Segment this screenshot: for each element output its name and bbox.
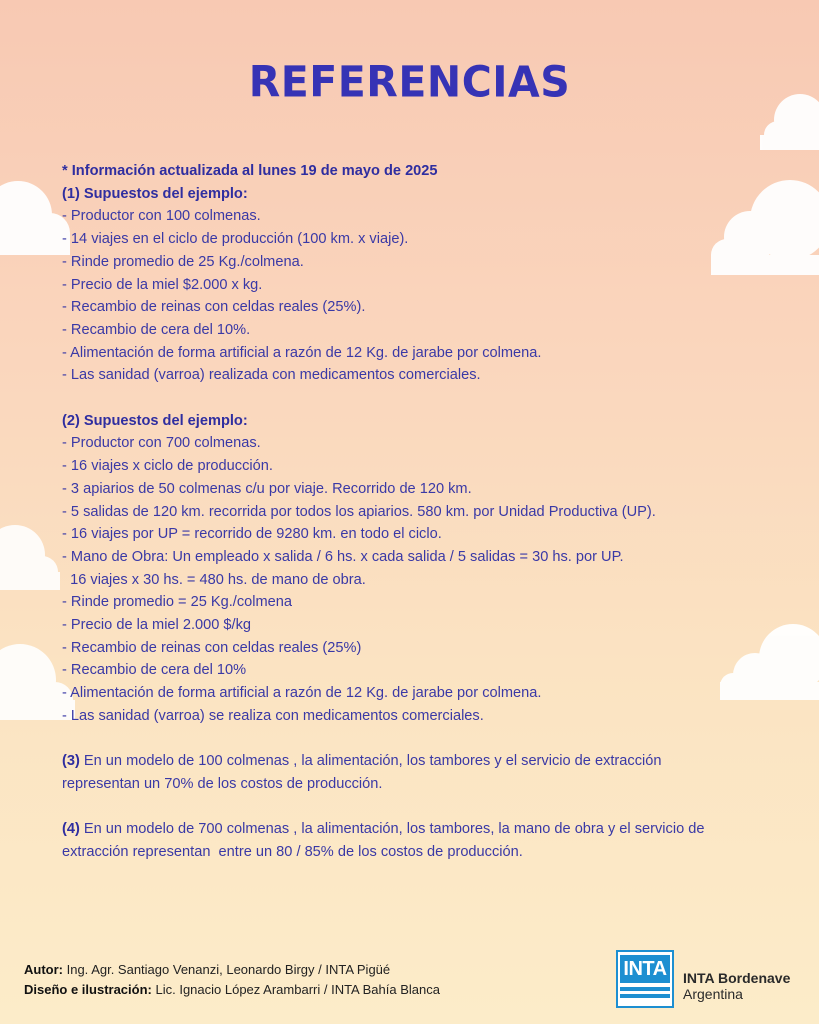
list-item: - Recambio de cera del 10%. <box>62 321 251 338</box>
design-value: Lic. Ignacio López Arambarri / INTA Bahía Blanca <box>151 982 440 997</box>
list-item: - Precio de la miel $2.000 x kg. <box>62 276 263 293</box>
list-item: - Productor con 700 colmenas. <box>62 435 261 452</box>
inta-logo <box>616 950 674 1008</box>
note-3-text-2: representan un 70% de los costos de producción. <box>62 775 383 792</box>
list-item: - Productor con 100 colmenas. <box>62 208 261 225</box>
credits <box>24 960 440 1000</box>
list-item: - Mano de Obra: Un empleado x salida / 6 hs. x cada salida / 5 salidas = 30 hs. por UP. <box>62 548 624 565</box>
list-item: - Recambio de cera del 10% <box>62 662 247 679</box>
list-item: - Alimentación de forma artificial a razón de 12 Kg. de jarabe por colmena. <box>62 685 542 702</box>
list-item: - Alimentación de forma artificial a razón de 12 Kg. de jarabe por colmena. <box>62 344 542 361</box>
note-3-text-1: En un modelo de 100 colmenas , la alimentación, los tambores y el servicio de extracción <box>79 753 662 770</box>
author-credit <box>24 960 440 980</box>
list-item: 16 viajes x 30 hs. = 480 hs. de mano de obra. <box>62 571 366 588</box>
logo-text: INTA <box>620 955 670 983</box>
design-credit <box>24 980 440 1000</box>
cloud-left-upper <box>0 175 70 255</box>
list-item: - 14 viajes en el ciclo de producción (100 km. x viaje). <box>62 231 409 248</box>
note-4-marker: (4) <box>62 821 80 838</box>
note-4-text-1: En un modelo de 700 colmenas , la alimentación, los tambores, la mano de obra y el servicio de <box>79 821 705 838</box>
list-item: - 5 salidas de 120 km. recorrida por todos los apiarios. 580 km. por Unidad Productiva (UP). <box>62 503 656 520</box>
author-value: Ing. Agr. Santiago Venanzi, Leonardo Birgy / INTA Pigüé <box>63 962 391 977</box>
note-3-marker: (3) <box>62 753 80 770</box>
list-item: - Recambio de reinas con celdas reales (25%) <box>62 639 362 656</box>
org-name: INTA Bordenave <box>683 970 791 986</box>
list-item: - Precio de la miel 2.000 $/kg <box>62 617 252 634</box>
logo-stripe <box>620 987 670 991</box>
note-4-text-2: extracción representan entre un 80 / 85% de los costos de producción. <box>62 844 523 861</box>
cloud-left-middle <box>0 520 60 590</box>
list-item: - Rinde promedio = 25 Kg./colmena <box>62 594 292 611</box>
design-label: Diseño e ilustración: <box>24 982 152 997</box>
note-4 <box>62 818 762 841</box>
list-item: - Recambio de reinas con celdas reales (25%). <box>62 299 366 316</box>
update-note: * Información actualizada al lunes 19 de mayo de 2025 <box>62 163 438 179</box>
author-label: Autor: <box>24 962 63 977</box>
list-item: - Las sanidad (varroa) realizada con medicamentos comerciales. <box>62 367 481 384</box>
references-content <box>62 160 762 864</box>
list-item: - Las sanidad (varroa) se realiza con medicamentos comerciales. <box>62 707 484 724</box>
section1-heading: (1) Supuestos del ejemplo: <box>62 185 248 202</box>
org-block <box>683 970 790 1002</box>
section2-heading: (2) Supuestos del ejemplo: <box>62 412 248 429</box>
page-title: REFERENCIAS <box>248 56 571 108</box>
org-country: Argentina <box>683 986 743 1002</box>
list-item: - 16 viajes x ciclo de producción. <box>62 458 273 475</box>
list-item: - 3 apiarios de 50 colmenas c/u por viaje. Recorrido de 120 km. <box>62 480 472 497</box>
logo-stripe <box>620 994 670 998</box>
list-item: - Rinde promedio de 25 Kg./colmena. <box>62 253 304 270</box>
note-3 <box>62 750 762 773</box>
list-item: - 16 viajes por UP = recorrido de 9280 km. en todo el ciclo. <box>62 526 442 543</box>
